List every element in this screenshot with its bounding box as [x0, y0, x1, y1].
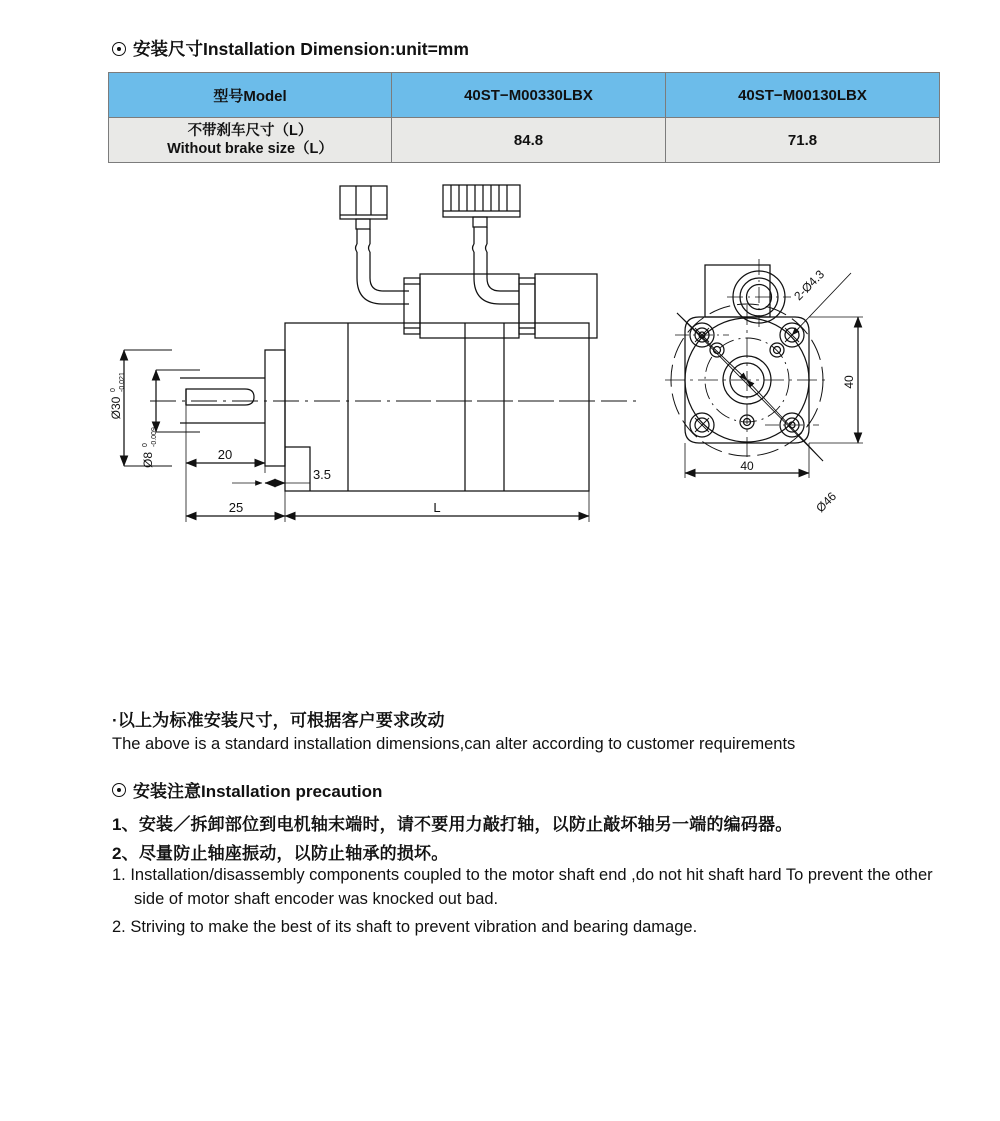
drawing-canvas: [0, 170, 1000, 670]
installation-dimension-heading-text: 安装尺寸Installation Dimension:unit=mm: [133, 39, 469, 59]
flange-end-view: [665, 259, 863, 478]
label-dia8-text: Ø8: [141, 451, 155, 469]
label-flange-width: 40: [740, 459, 754, 473]
connector-right: [443, 185, 520, 227]
label-pilot: [813, 489, 839, 515]
precaution-en-2: 2. Striving to make the best of its shaft to prevent vibration and bearing damage.: [112, 918, 698, 936]
table-header-model-2: 40ST−M00130LBX: [666, 73, 940, 118]
precaution-en-1: 1. Installation/disassembly components coupled to the motor shaft end ,do not hit shaft hard To prevent the other side of motor shaft encoder was knocked out bad.: [112, 866, 933, 908]
table-row: [109, 118, 940, 163]
table-header-model: 型号Model: [109, 73, 392, 118]
row-label-en: Without brake size（L）: [167, 141, 333, 157]
label-holes: [791, 267, 827, 303]
label-dim-20: 20: [217, 447, 233, 462]
cable-right: [473, 227, 520, 304]
standard-note-en: The above is a standard installation dimensions,can alter according to customer requirements: [112, 735, 796, 753]
label-flange-height-text: 40: [842, 375, 856, 389]
table-header-row: [109, 73, 940, 118]
connector-left: [340, 186, 387, 229]
cable-left: [356, 229, 410, 304]
motor-body: [285, 323, 589, 491]
label-dia30-text: Ø30: [109, 396, 123, 420]
installation-dimension-table: [108, 72, 940, 163]
row-label-cn: 不带刹车尺寸（L）: [187, 122, 313, 139]
dim-20: [186, 405, 265, 473]
ring-bullet-icon-2: [112, 783, 126, 797]
installation-precaution-heading: [112, 777, 382, 802]
cell-value-2: 71.8: [666, 118, 940, 163]
label-flange-height: [842, 375, 856, 389]
label-dim-35: 3.5: [312, 467, 332, 482]
label-dia8-tol-up: 0: [142, 443, 149, 447]
front-flange: [265, 350, 285, 466]
dim-dia30: [124, 350, 172, 469]
cell-value-1: 84.8: [392, 118, 666, 163]
standard-note-cn: ·以上为标准安装尺寸，可根据客户要求改动: [112, 711, 445, 730]
precaution-cn-2: 2、尽量防止轴座振动，以防止轴承的损坏。: [112, 844, 449, 863]
installation-dimension-heading: [112, 36, 469, 61]
motor-dimension-drawing: [0, 170, 1000, 670]
precaution-cn-1: 1、安装／拆卸部位到电机轴末端时，请不要用力敲打轴，以防止敲坏轴另一端的编码器。: [112, 815, 793, 834]
row-label-without-brake: [109, 118, 392, 163]
encoder-housing: [404, 274, 597, 338]
label-dim-25: 25: [228, 500, 244, 515]
label-dim-L: L: [433, 500, 441, 515]
label-dia8-tol-lo: -0.009: [151, 427, 158, 447]
label-dia30-tol-lo: -0.021: [119, 372, 126, 392]
label-pilot-text: Ø46: [813, 489, 840, 516]
installation-precaution-heading-text: 安装注意Installation precaution: [133, 782, 383, 801]
table-header-model-1: 40ST−M00330LBX: [392, 73, 666, 118]
label-holes-text: 2-Ø4.3: [791, 267, 828, 304]
ring-bullet-icon: [112, 42, 126, 56]
label-dia30-tol-up: 0: [110, 388, 117, 392]
label-dia8: [141, 427, 158, 468]
